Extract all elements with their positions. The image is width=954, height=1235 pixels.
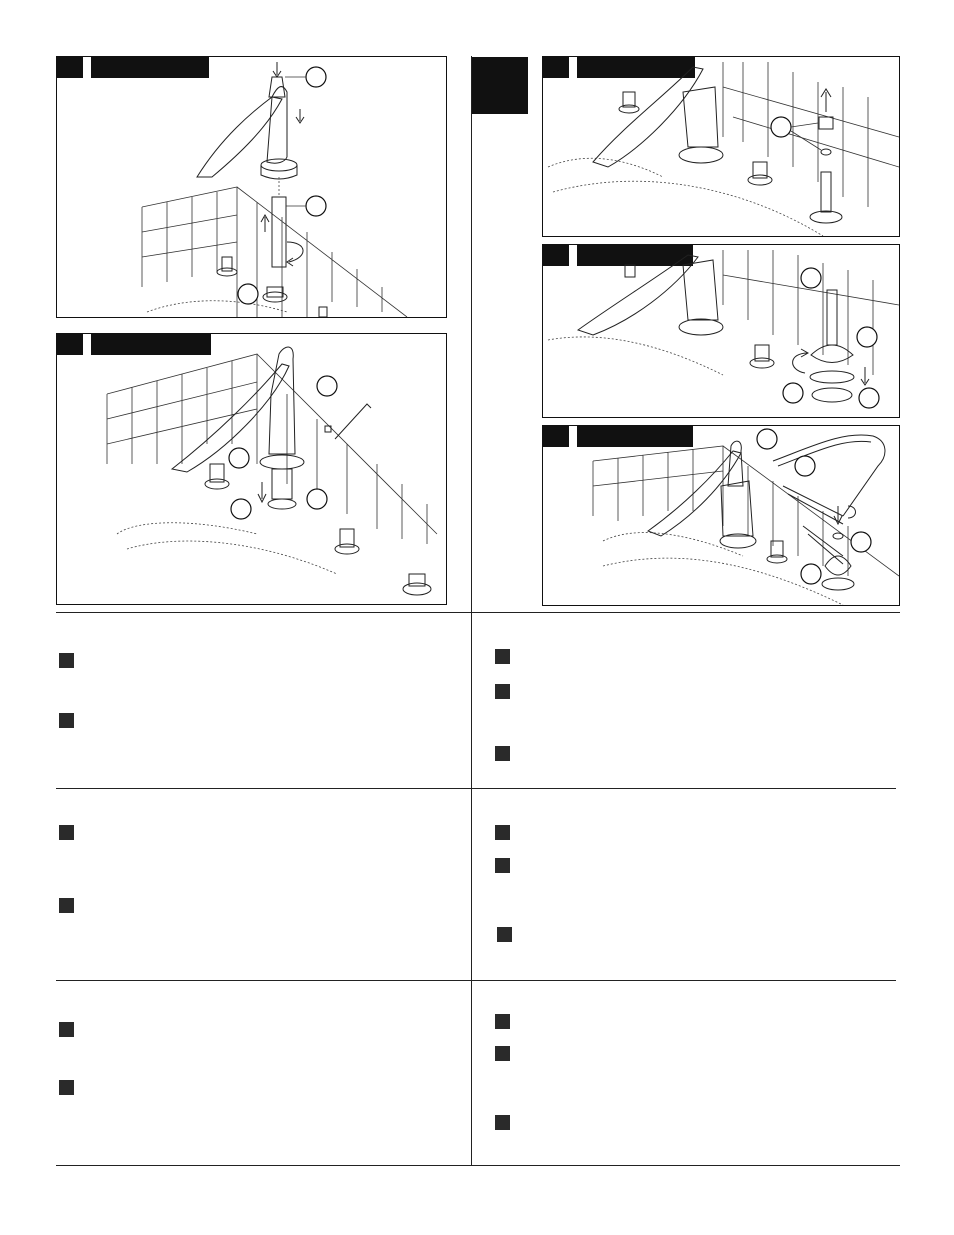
step-bullet [59,825,74,840]
callout-circle [307,489,327,509]
section-rule [56,788,471,789]
callout-circle [231,499,251,519]
section-rule [56,980,471,981]
step-bullet [495,684,510,699]
valve-stems [767,541,787,563]
step-bullet [59,713,74,728]
spout-outline [648,451,741,536]
callout-circle [801,564,821,584]
callout-circle [771,117,791,137]
callout-circle [795,456,815,476]
step-bullet [59,1022,74,1037]
step-bullet [59,1080,74,1095]
callout-circle [801,268,821,288]
valve-stems [205,464,431,595]
step-bullet [59,898,74,913]
callout-circle [859,388,879,408]
valve-stems [625,265,774,368]
step-bullet [495,858,510,873]
spout-outline [578,255,698,335]
step-bullet [495,1115,510,1130]
spout-outline [593,67,703,167]
hand-shower-hose-drawing [543,57,899,236]
callout-circle [306,67,326,87]
callout-circle [238,284,258,304]
illustration-panel-b [56,333,447,605]
hand-shower-base-drawing [543,245,899,417]
step-bullet [59,653,74,668]
callout-circle [306,196,326,216]
illustration-panel-a [56,56,447,318]
section-rule [471,980,896,981]
callout-circle [317,376,337,396]
section-side-tab [472,57,528,114]
section-rule [56,612,900,613]
hand-shower-connection-drawing [543,426,899,605]
step-bullet [495,746,510,761]
callout-circle [783,383,803,403]
spout-removal-drawing [57,57,446,317]
handle-install-drawing [57,334,446,604]
step-bullet [495,1046,510,1061]
callout-circle [851,532,871,552]
tile-wall [723,62,899,207]
illustration-panel-c [542,56,900,237]
column-divider [471,56,472,1165]
callout-circle [229,448,249,468]
illustration-panel-e [542,425,900,606]
step-bullet [495,1014,510,1029]
section-rule [471,788,896,789]
callout-circle [857,327,877,347]
step-bullet [495,825,510,840]
section-rule [56,1165,900,1166]
tile-wall [107,354,437,544]
step-bullet [497,927,512,942]
step-bullet [495,649,510,664]
illustration-panel-d [542,244,900,418]
callout-circle [757,429,777,449]
tile-wall [593,446,899,576]
